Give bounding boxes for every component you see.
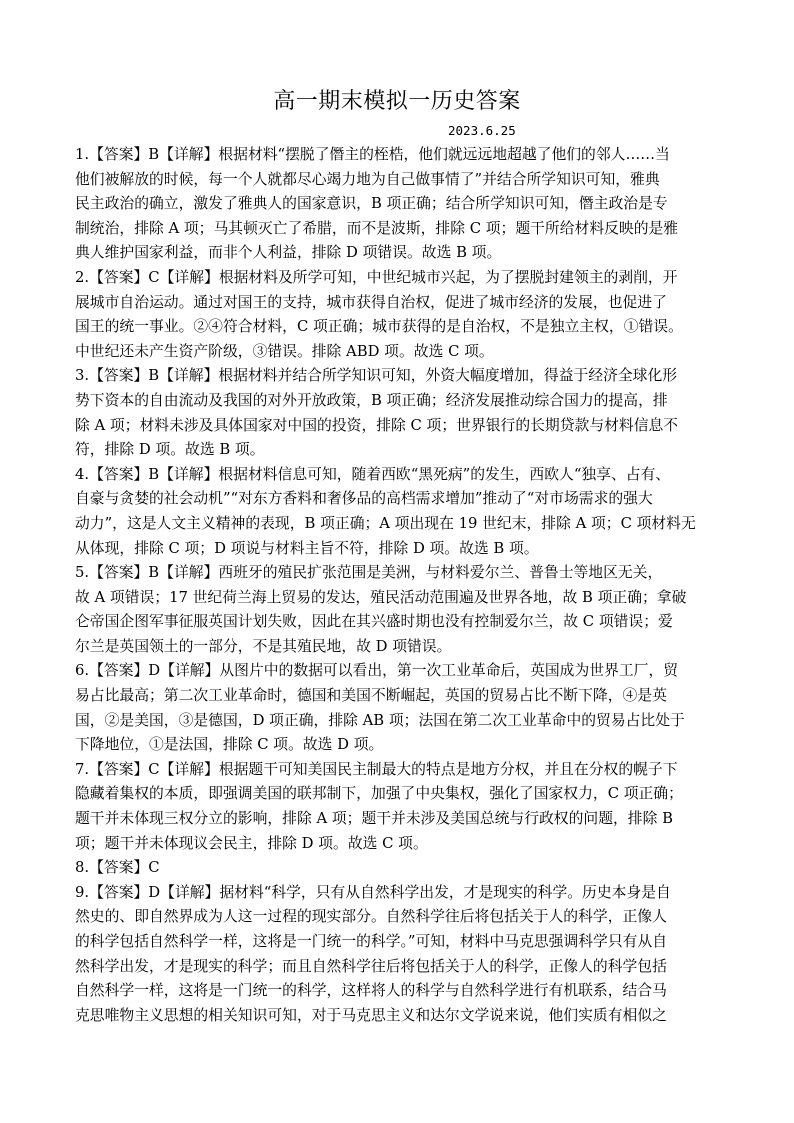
text-line: 然史的、即自然界成为人这一过程的现实部分。自然科学往后将包括关于人的科学，正像人 xyxy=(75,908,667,926)
text-line: 动力”，这是人文主义精神的表现，B 项正确；A 项出现在 19 世纪末，排除 A 项；C 项材料无 xyxy=(75,514,696,532)
text-line: 国王的统一事业。②④符合材料，C 项正确；城市获得的是自治权，不是独立主权，①错误。 xyxy=(75,318,683,336)
text-line: 自然科学一样，这将是一门统一的科学，这样将人的科学与自然科学进行有机联系，结合马 xyxy=(75,982,667,1000)
text-line: 隐藏着集权的本质，即强调美国的联邦制下，加强了中央集权，强化了国家权力，C 项正确； xyxy=(75,785,683,803)
text-line: 势下资本的自由流动及我国的对外开放政策，B 项正确；经济发展推动综合国力的提高，排 xyxy=(75,391,668,409)
text-line: 中世纪还未产生资产阶级，③错误。排除 ABD 项。故选 C 项。 xyxy=(75,342,494,360)
text-line: 3.【答案】B【详解】根据材料并结合所学知识可知，外资大幅度增加，得益于经济全球化形 xyxy=(75,367,678,385)
text-line: 易占比最高；第二次工业革命时，德国和美国不断崛起，英国的贸易占比不断下降，④是英 xyxy=(75,687,667,705)
text-line: 除 A 项；材料未涉及具体国家对中国的投资，排除 C 项；世界银行的长期贷款与材料信息不 xyxy=(75,416,679,434)
text-line: 国，②是美国，③是德国，D 项正确，排除 AB 项；法国在第二次工业革命中的贸易占比处于 xyxy=(75,711,685,729)
text-line: 他们被解放的时候，每一个人就都尽心竭力地为自己做事情了”并结合所学知识可知，雅典 xyxy=(75,170,660,188)
text-line: 自豪与贪婪的社会动机”“对东方香料和奢侈品的高档需求增加”推动了“对市场需求的强大 xyxy=(75,490,653,508)
text-line: 8.【答案】C xyxy=(75,859,160,877)
text-line: 9.【答案】D【详解】据材料“科学，只有从自然科学出发，才是现实的科学。历史本身是自 xyxy=(75,883,671,901)
document-date: 2023.6.25 xyxy=(448,123,516,138)
text-line: 仑帝国企图军事征服英国计划失败，因此在其兴盛时期也没有控制爱尔兰，故 C 项错误；爱 xyxy=(75,613,673,631)
text-line: 1.【答案】B【详解】根据材料“摆脱了僭主的桎梏，他们就远远地超越了他们的邻人……当 xyxy=(75,146,670,163)
text-line: 然科学出发，才是现实的科学；而且自然科学往后将包括关于人的科学，正像人的科学包括 xyxy=(75,957,667,975)
text-line: 4.【答案】B【详解】根据材料信息可知，随着西欧“黑死病”的发生，西欧人“独享、占有、 xyxy=(75,465,671,483)
text-line: 典人维护国家利益，而非个人利益，排除 D 项错误。故选 B 项。 xyxy=(75,244,502,262)
text-line: 尔兰是英国领土的一部分，不是其殖民地，故 D 项错误。 xyxy=(75,637,452,655)
text-line: 民主政治的确立，激发了雅典人的国家意识，B 项正确；结合所学知识可知，僭主政治是专 xyxy=(75,195,668,213)
text-line: 7.【答案】C【详解】根据题干可知美国民主制最大的特点是地方分权，并且在分权的幌子下 xyxy=(75,760,678,778)
text-line: 2.【答案】C【详解】根据材料及所学可知，中世纪城市兴起，为了摆脱封建领主的剥削，开 xyxy=(75,268,678,286)
text-line: 6.【答案】D【详解】从图片中的数据可以看出，第一次工业革命后，英国成为世界工厂，贸 xyxy=(75,662,679,680)
text-line: 的科学包括自然科学一样，这将是一门统一的科学。”可知，材料中马克思强调科学只有从自 xyxy=(75,933,668,950)
answer-body xyxy=(75,143,719,1028)
text-line: 从体现，排除 C 项；D 项说与材料主旨不符，排除 D 项。故选 B 项。 xyxy=(75,539,539,557)
text-line: 克思唯物主义思想的相关知识可知，对于马克思主义和达尔文学说来说，他们实质有相似之 xyxy=(75,1006,667,1024)
text-line: 项；题干并未体现议会民主，排除 D 项。故选 C 项。 xyxy=(75,834,428,852)
text-line: 5.【答案】B【详解】西班牙的殖民扩张范围是美洲，与材料爱尔兰、普鲁士等地区无关， xyxy=(75,564,663,582)
page-title: 高一期末模拟一历史答案 xyxy=(273,89,521,114)
text-line: 下降地位，①是法国，排除 C 项。故选 D 项。 xyxy=(75,736,384,754)
text-line: 制统治，排除 A 项；马其顿灭亡了希腊，而不是波斯，排除 C 项；题干所给材料反映的是雅 xyxy=(75,219,679,237)
text-line: 故 A 项错误；17 世纪荷兰海上贸易的发达，殖民活动范围遍及世界各地，故 B 项正确；拿破 xyxy=(75,588,687,606)
text-line: 符，排除 D 项。故选 B 项。 xyxy=(75,441,265,459)
text-line: 题干并未体现三权分立的影响，排除 A 项；题干并未涉及美国总统与行政权的问题，排除 B xyxy=(75,810,673,828)
text-line: 展城市自治运动。通过对国王的支持，城市获得自治权，促进了城市经济的发展，也促进了 xyxy=(75,293,667,311)
